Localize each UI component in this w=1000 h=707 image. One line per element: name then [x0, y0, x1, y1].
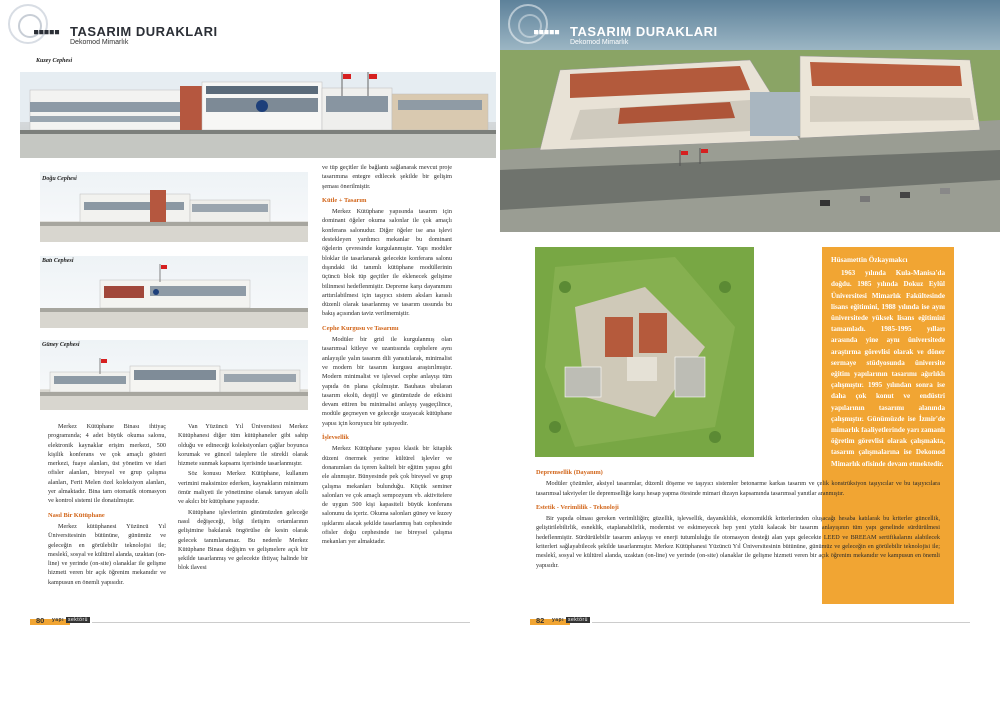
paragraph: Modüler bir grid ile kurgulanmış olan tasarımsal kitleye ve uzantısında cephelere aynı anlayışile yalın tasarım dili yansıtılarak, minimalist ve modern bir tasarım kurgusu araştırılmıştır. Modern minimalist ve işlevsel cephe anlayışı tüm yapıda ön plana çıkılmıştır. Bauhaus ubularan tasarım ekolü, deştijl ve günümüzde de etkisini devam ettiren bu minimalist anlayış yaşgeçilince, modüle geçmeyen ve geleceğe uzayacak kütüphane yapısı için koruyucu bir ışıtsıyedir.	[322, 336, 452, 427]
text-column-3	[322, 163, 452, 548]
site-plan-rendering	[535, 247, 754, 457]
east-facade-drawing	[40, 172, 308, 242]
subheading: Nasıl Bir Kütüphane	[48, 511, 105, 519]
header-dots: ■■■■■	[534, 28, 561, 36]
paragraph: Modüler çözümler, aksiyel tasarımlar, düzenli döşeme ve taşıyıcı sistemler betonarme karkas tasarım ve çelik konstrüksiyon taşıyıcılar ve bu taşıyıcılara tasarımsal takviyeler ile depremselliğe karşı hesap yapma ötesinde mimari dizayn kapsamında tasarımsal yanıtlar aranmıştır.	[536, 480, 940, 497]
paragraph: Bir yapıda olması gereken verimliliğin; güzellik, işlevsellik, dayanıklılık, ekonomiklik kriterlerinden oluşacağı hesaba katılarak bu kriterler güncellik, geliştirilebilirlik, esneklik, etaplanabilirlik, modernist ve eskimeyecek hep yeni yüzlü kalacak bir tasarım anlayışının tüm yapı genelinde sürdürülmesi hedeflenmiştir. Sürdürülebilir tasarım anlayışı ve enerji tutumluluğu ile otomasyon desteği alan yapı gelecekte LEED ve BREEAM sertifikalarını alabilecek kriterleri sağlayabilecek şekilde tasarlanmıştır. Merkez Kütüphanesi Yüzüncü Yıl Üniversitesinin bütününe, günümüz ve geleceğin en görülebilir teknolojisi ile; meslekî, sosyal ve kültürel alanda, uzaktan (on-line) ve yerinde (on-site) olanaklar ile gelişme hizmeti veren bir açık öğrenim mekanıdır ve kampusun en önemli yapısıdır.	[536, 515, 940, 569]
text-column-right	[536, 463, 940, 571]
page-header	[0, 0, 500, 48]
paragraph: Kütüphane işlevlerinin günümüzden geleceğe nasıl değişeceği, bilgi iletişim ortamlarının gelişimine bakılarak öngörülse de kesin olarak gelecek tanımlanamaz. Bu nedenle Merkez Kütüphane Binası değişim ve gelişmelere açık bir şekilde tasarlanmış ve gelecekte ihtiyaç halinde bir blok ilavesi	[178, 508, 308, 572]
subheading: Cephe Kurgusu ve Tasarımı	[322, 324, 399, 332]
section-title: TASARIM DURAKLARI	[570, 24, 718, 39]
magazine-name	[552, 617, 590, 623]
subheading: Estetik - Verimlilik - Teknoloji	[536, 503, 619, 511]
footer-rule	[92, 622, 470, 623]
circle-logo-icon	[508, 4, 548, 44]
text-column-1	[48, 422, 166, 588]
page-footer	[530, 616, 970, 626]
magazine-title: yapı	[52, 617, 65, 623]
west-facade-drawing	[40, 256, 308, 328]
right-page	[500, 0, 1000, 707]
magazine-title: yapı	[552, 617, 565, 623]
section-subtitle: Dekomod Mimarlık	[70, 39, 129, 46]
paragraph: Söz konusu Merkez Kütüphane, kullanım verimini maksimize ederken, kaynakların minimum ömür maliyeti ile yönetimine olanak tanıyan akıllı ve akılcı bir kütüphane yapısıdır.	[178, 470, 308, 506]
header-dots: ■■■■■	[34, 28, 61, 36]
page-number: 80	[36, 616, 45, 625]
magazine-tag: sektörü	[568, 617, 588, 623]
paragraph: Merkez Kütüphane Binası ihtiyaç programında; 4 adet büyük okuma salonu, elektronik kaynaklar erişim merkezi, 500 kişilik konferans ve çok amaçlı gösteri merkezi, fuaye alanları, üst yönetim ve idari ofisler alanları, bireysel ve grup çalışma alanları, Ferit Melen özel koleksiyon alanları, yer almaktadır. Bina tam otomatik otomasyon ve kontrol sistemi ile donatılmıştır.	[48, 423, 166, 505]
paragraph: Van Yüzüncü Yıl Üniversitesi Merkez Kütüphanesi diğer tüm kütüphaneler gibi sahip olduğu ve edineceği koleksiyonları çağlar boyunca korumak ve güncel taleplere ile sürekli olarak hizmete sunmak kapsamı içerisinde tasarlanmıştır.	[178, 423, 308, 468]
text-column-2	[178, 422, 308, 574]
north-facade-rendering	[20, 72, 496, 158]
caption-south: Güney Cephesi	[42, 342, 80, 348]
south-facade-drawing	[40, 340, 308, 410]
section-subtitle: Dekomod Mimarlık	[570, 39, 629, 46]
footer-rule	[592, 622, 970, 623]
site-plan-drawing	[535, 247, 754, 457]
magazine-tag: sektörü	[68, 617, 88, 623]
subheading: İşlevsellik	[322, 434, 349, 442]
caption-north: Kuzey Cephesi	[36, 58, 73, 64]
magazine-name	[52, 617, 90, 623]
caption-east: Doğu Cephesi	[42, 176, 77, 182]
section-title: TASARIM DURAKLARI	[70, 24, 218, 39]
paragraph: Merkez Kütüphane yapısı klasik bir kitaplık düzeni önermek yerine kültürel işlevler ve donanımları da içeren kaliteli bir eğitim yapısı gibi ele alınmıştır. Bünyesinde pek çok bireysel ve grup çalışma mekanları bulunduğu. Küçük seminer salonları ve çok amaçlı sempozyum vb. aktivitelere de uygun 500 kişi kapasiteli büyük konferans salonunu da içeriz. Okuma salonları güney ve kuzey ışıklarını alacak şekilde tasarlanmış batı cephesinde ofisler doğu cephesinde ise bireysel çalışma mekanları yer almaktadır.	[322, 445, 452, 546]
circle-logo-icon	[8, 4, 48, 44]
paragraph: Merkez Kütüphane yapısında tasarım için dominant öğeler okuma salonlar ile çok amaçlı konferans salonudur. Diğer öğeler ise ana işlevi destekleyen yardımcı mekanlar bu dominant öğelerin çevresinde kurgulanmıştır. Yapı modüler bloklar ile tasarlanarak gelecekte konferans salonu dışındaki iki tanımlı kütüphane modüllerinin üçüncü blok tüp geçitler ile eklenecek gelişime bilinmesi hedeflenmiştir. Depreme karşı dayanımını arttırılabilmesi için taşıyıcı sistem aksları karaslı düzenli olarak tasarlanmış ve tasarım ussunda bu bakış açısından taviz verilmemiştir.	[322, 208, 452, 318]
subheading: Kütle + Tasarım	[322, 196, 367, 204]
caption-west: Batı Cephesi	[42, 258, 74, 264]
east-facade-rendering	[40, 172, 308, 242]
page-footer	[30, 616, 470, 626]
west-facade-rendering	[40, 256, 308, 328]
south-facade-rendering	[40, 340, 308, 410]
page-number: 82	[536, 616, 545, 625]
paragraph: ve tüp geçitler ile bağlantı sağlanarak mevcut proje tasarımına entegre edilecek şekilde bir gelişim şeması önerilmiştir.	[322, 164, 452, 190]
north-facade-drawing	[20, 72, 496, 158]
subheading: Depremsellik (Dayanım)	[536, 469, 603, 476]
author-bio-text: 1963 yılında Kula-Manisa'da doğdu. 1985 yılında Dokuz Eylül Üniversitesi Mimarlık Fakültesinde lisans eğitimini, 1988 yılında ise aynı üniversitede yüksek lisans eğitimini tamamladı. 1985-1995 yılları arasında yine aynı üniversitede araştırma görevlisi olarak ve döner sermaye stüdyosunda üniversite eğitim yapılarının tasarımı ağırlıklı çalışmıştır. 1995 yılından sonra ise daha çok konut ve endüstri yapılarının tasarımı alanında çalışmıştır. Günümüzde ise İzmir'de mimarlık faaliyetlerinde yarı zamanlı öğretim görevlisi olarak çalışmakta, tasarım çalışmalarına ise Dekomod Mimarlık ofisinde devam etmektedir.	[831, 269, 945, 468]
page-header	[500, 0, 1000, 48]
author-name: Hüsamettin Özkaymakcı	[831, 256, 908, 264]
paragraph: Merkez kütüphanesi Yüzüncü Yıl Üniversitesinin bütününe, günümüz ve geleceğin en görülebilir teknolojisi ile; meslekî, sosyal ve kültürel alanda, uzaktan (on-line) ve yerinde (on-site) olanaklar ile gelişme hizmeti veren bir açık öğrenim mekanıdır ve kampusun en önemli yapısıdır.	[48, 522, 166, 586]
